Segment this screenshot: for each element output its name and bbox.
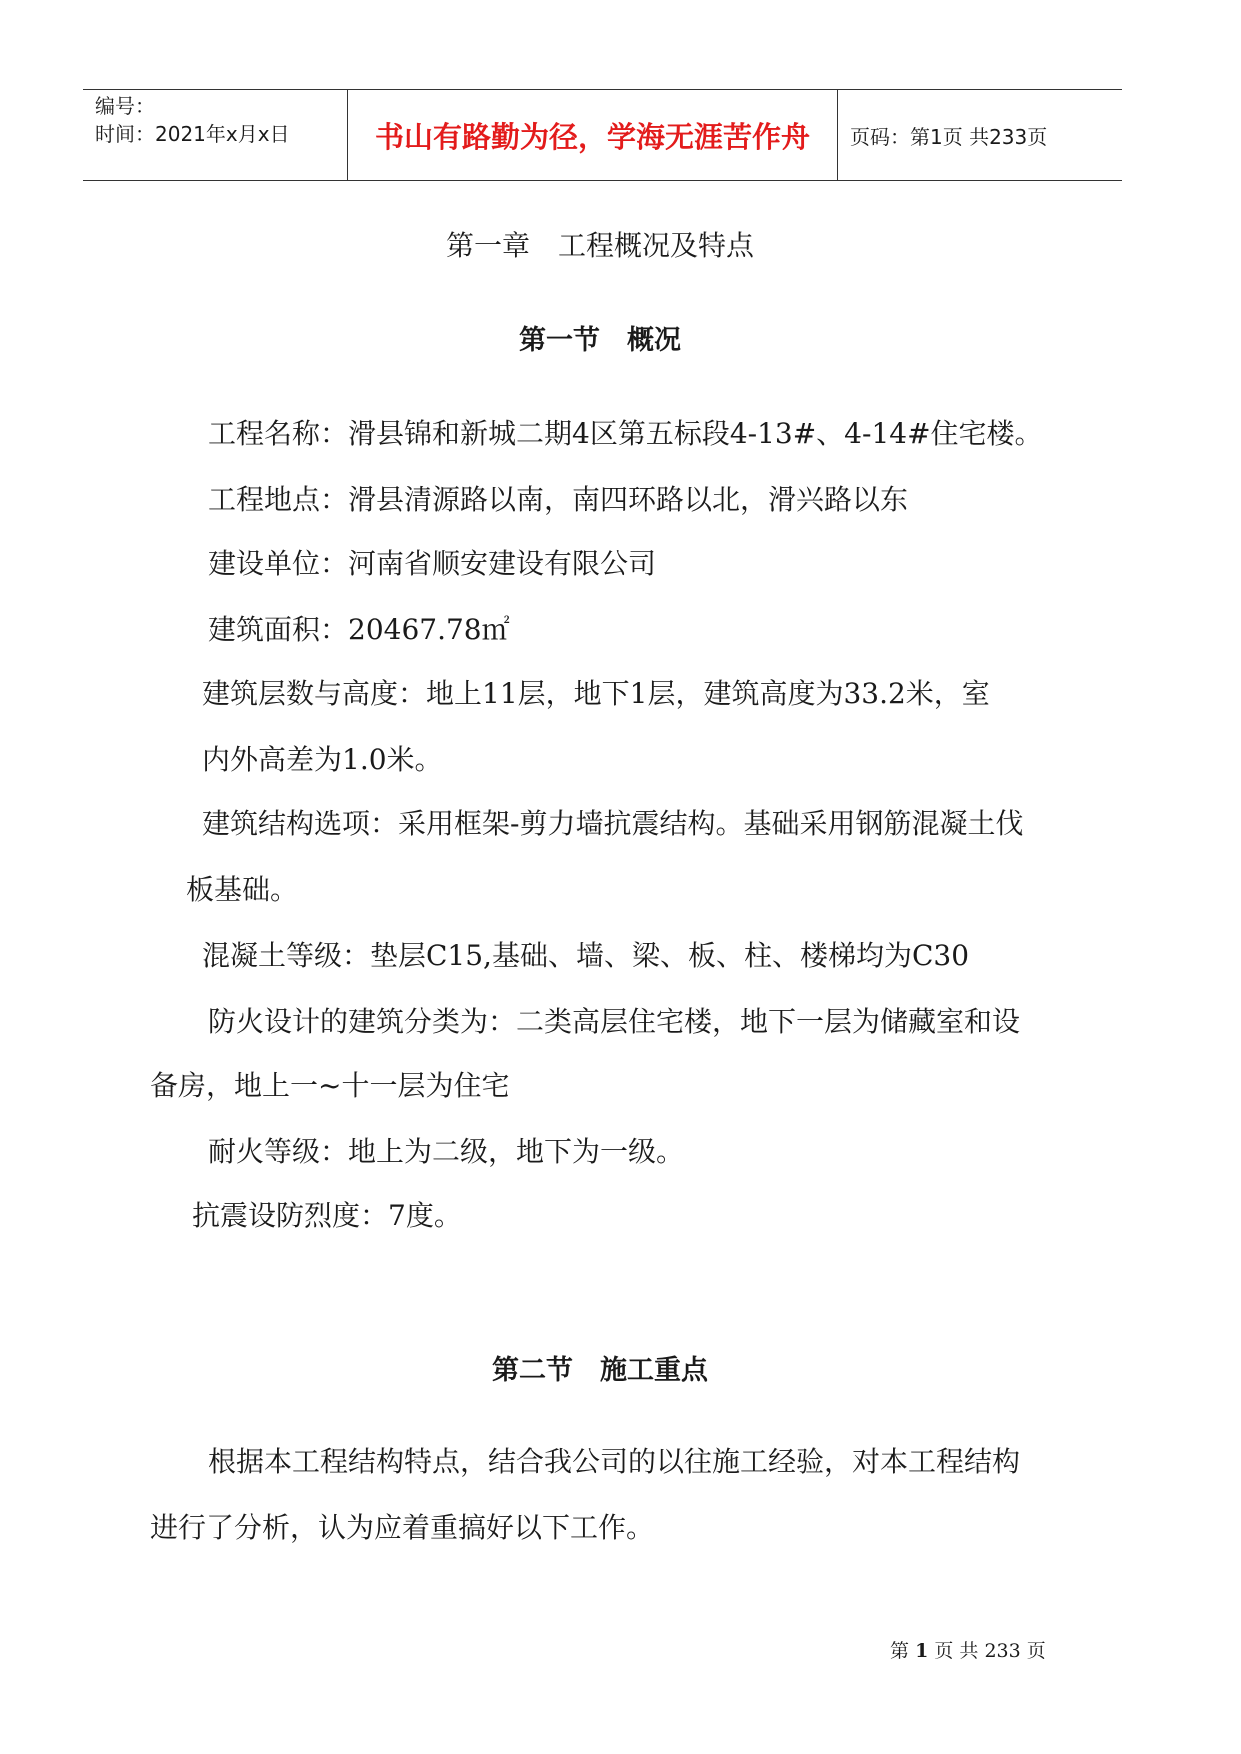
structure-line-1: 建筑结构选项：采用框架-剪力墙抗震结构。基础采用钢筋混凝土伐 xyxy=(202,807,1024,840)
header-page-info: 页码：第1页 共233页 xyxy=(850,124,1048,149)
floor-area-line: 建筑面积：20467.78㎡ xyxy=(208,613,510,646)
footer-suffix: 页 xyxy=(1026,1640,1046,1662)
header-date: 时间：2021年x月x日 xyxy=(95,122,290,146)
project-name-line: 工程名称：滑县锦和新城二期4区第五标段4-13#、4-14#住宅楼。 xyxy=(208,417,1043,450)
section-2-title: 第二节 施工重点 xyxy=(492,1355,708,1386)
floors-height-line-2: 内外高差为1.0米。 xyxy=(202,743,443,776)
header-number-label: 编号： xyxy=(95,94,155,118)
header-meta xyxy=(83,90,347,180)
concrete-grade-line: 混凝土等级：垫层C15,基础、墙、梁、板、柱、楼梯均为C30 xyxy=(202,939,970,972)
floors-height-line-1: 建筑层数与高度：地上11层，地下1层，建筑高度为33.2米，室 xyxy=(202,677,990,710)
chapter-title: 第一章 工程概况及特点 xyxy=(445,229,754,262)
document-header xyxy=(83,89,1122,181)
section-2-line-1: 根据本工程结构特点，结合我公司的以往施工经验，对本工程结构 xyxy=(208,1445,1021,1478)
footer-prefix: 第 xyxy=(890,1640,910,1662)
fire-design-line-1: 防火设计的建筑分类为：二类高层住宅楼，地下一层为储藏室和设 xyxy=(208,1005,1021,1038)
page-footer xyxy=(890,1636,1046,1663)
builder-line: 建设单位：河南省顺安建设有限公司 xyxy=(208,547,657,580)
project-location-line: 工程地点：滑县清源路以南，南四环路以北，滑兴路以东 xyxy=(208,483,909,516)
seismic-line: 抗震设防烈度：7度。 xyxy=(192,1199,462,1232)
fire-rating-line: 耐火等级：地上为二级，地下为一级。 xyxy=(208,1135,685,1168)
header-motto: 书山有路勤为径，学海无涯苦作舟 xyxy=(347,90,838,180)
footer-middle: 页 共 xyxy=(934,1640,979,1662)
fire-design-line-2: 备房，地上一~十一层为住宅 xyxy=(150,1069,510,1102)
structure-line-2: 板基础。 xyxy=(186,873,299,906)
footer-total-pages: 233 xyxy=(984,1640,1021,1662)
section-1-title: 第一节 概况 xyxy=(519,325,681,356)
footer-page-number: 1 xyxy=(915,1640,929,1662)
section-2-line-2: 进行了分析，认为应着重搞好以下工作。 xyxy=(150,1511,655,1544)
